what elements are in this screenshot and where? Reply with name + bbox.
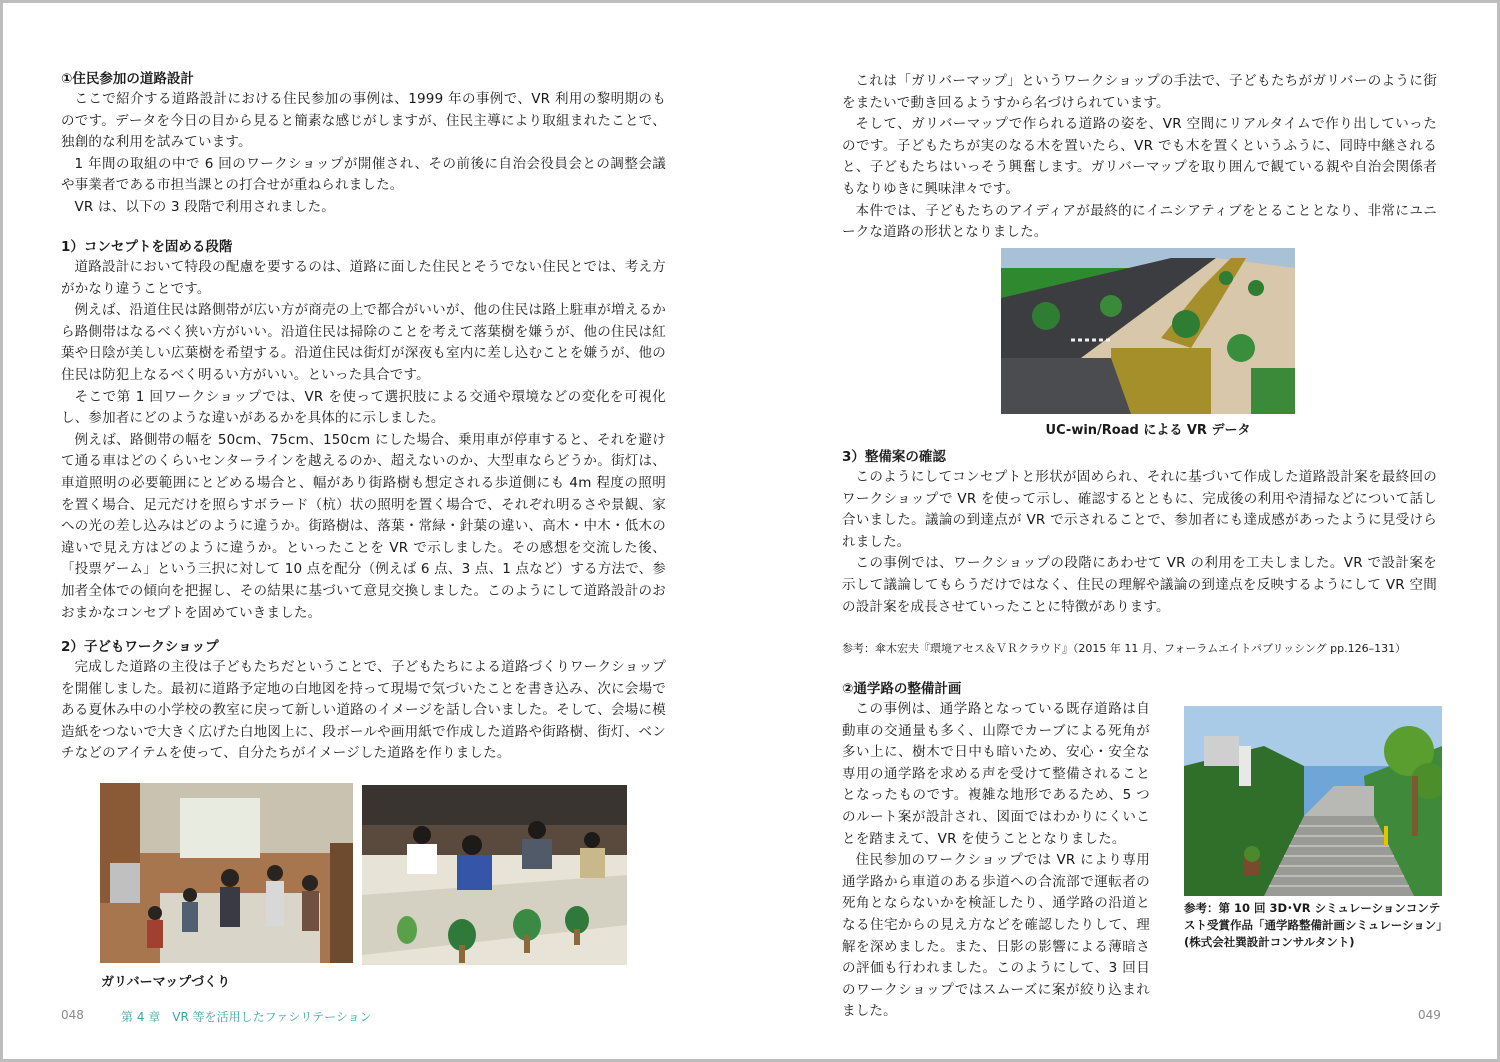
paragraph: 住民参加のワークショップでは VR により専用通学路から車道のある歩道への合流部で運転者の死角とならないかを検証したり、通学路の沿道となる住宅からの見え方などを確認したりして、理解を深めました。また、日影の影響による薄暗さの評価も行われました。このようにして、3 回目のワークショップではスムーズに案が絞り込まれました。 [842, 852, 1150, 1020]
caption-text: ガリバーマップづくり [101, 975, 231, 990]
subsection-plan-confirmation [842, 447, 1437, 618]
workshop-photo-classroom [100, 783, 353, 963]
reference-note [842, 641, 1442, 657]
school-route-vr-image [1184, 706, 1442, 896]
reference-text: 参考：傘木宏夫『環境アセス＆ＶＲクラウド』（2015 年 11 月、フォーラムエイトパブリッシング pp.126–131） [842, 642, 1407, 655]
page-number: 049 [1418, 1008, 1441, 1022]
caption-text: UC-win/Road による VR データ [1045, 423, 1251, 438]
school-route-caption [1184, 900, 1448, 951]
subsection-heading: 1）コンセプトを固める段階 [61, 239, 233, 255]
paragraph: ここで紹介する道路設計における住民参加の事例は、1999 年の事例で、VR 利用の黎明期のものです。データを今日の目から見ると簡素な感じがしますが、住民主導により取組まれたことで、独創的な利用を試みています。 [61, 91, 666, 151]
paragraph: この事例では、ワークショップの段階にあわせて VR の利用を工夫しました。VR で設計案を示して議論してもらうだけではなく、住民の理解や議論の到達点を反映するようにして VR 空間の設計案を成長させていったことに特徴があります。 [842, 555, 1437, 615]
paragraph: 1 年間の取組の中で 6 回のワークショップが開催され、その前後に自治会役員会との調整会議や事業者である市担当課との打合せが重ねられました。 [61, 155, 666, 194]
running-head: 第 4 章 VR 等を活用したファシリテーション [121, 1010, 372, 1024]
section-heading: ①住民参加の道路設計 [61, 71, 194, 87]
subsection-heading: 3）整備案の確認 [842, 449, 946, 465]
book-spread [3, 3, 1497, 1059]
vr-caption [1001, 419, 1295, 438]
paragraph: この事例は、通学路となっている既存道路は自動車の交通量も多く、山際でカーブによる死角が多い上に、樹木で日中も暗いため、安心・安全な専用の通学路を求める声を受けて整備されることとなったものです。複雑な地形であるため、5 つのルート案が設計され、図面ではわかりにくいことを踏まえて、VR を使うこととなりました。 [842, 701, 1150, 847]
paragraph: 本件では、子どもたちのアイディアが最終的にイニシアティブをとることとなり、非常にユニークな道路の形状となりました。 [842, 202, 1437, 241]
paragraph: これは「ガリバーマップ」というワークショップの手法で、子どもたちがガリバーのように街をまたいで動き回るようすから名づけられています。 [842, 73, 1437, 111]
left-page [3, 3, 750, 1059]
paragraph: そして、ガリバーマップで作られる道路の姿を、VR 空間にリアルタイムで作り出していったのです。子どもたちが実のなる木を置いたら、VR でも木を置くというふうに、同時中継されると、子どもたちはいっそう興奮します。ガリバーマップを取り囲んで観ている親や自治会関係者もなりゆきに興味津々です。 [842, 116, 1437, 197]
paragraph: 完成した道路の主役は子どもたちだということで、子どもたちによる道路づくりワークショップを開催しました。最初に道路予定地の白地図を持って現場で気づいたことを書き込み、次に会場である夏休み中の小学校の教室に戻って新しい道路のイメージを話し合いました。そして、会場に模造紙をつないで大きく広げた白地図上に、段ボールや画用紙で作成した道路や街路樹、街灯、ベンチなどのアイテムを使って、自分たちがイメージした道路を作りました。 [61, 659, 666, 762]
caption-text: 参考：第 10 回 3D･VR シミュレーションコンテスト受賞作品「通学路整備計画シミュレーション」 [1184, 901, 1448, 932]
paragraph: 道路設計において特段の配慮を要するのは、道路に面した住民とそうでない住民とでは、考え方がかなり違うことです。 [61, 259, 666, 297]
section-school-route [842, 679, 1150, 1023]
caption-text: (株式会社巽設計コンサルタント) [1184, 935, 1355, 949]
photo-caption [101, 971, 230, 990]
paragraph: 例えば、路側帯の幅を 50cm、75cm、150cm にした場合、乗用車が停車すると、それを避けて通る車はどのくらいセンターラインを越えるのか、超えないのか、大型車ならどうか。街灯は、車道照明の必要範囲にとどめる場合と、幅があり街路樹も想定される歩道側にも 4m 程度の照明を置く場合、足元だけを照らすボラード（杭）状の照明を置く場合で、それぞれ明るさや景観、家への光の差し込みはどのように違うか。街路樹は、落葉・常緑・針葉の違い、高木・中木・低木の違いで見え方はどのように違うか。といったことを VR で示しました。その感想を交流した後、「投票ゲーム」という三択に対して 10 点を配分（例えば 6 点、3 点、1 点など）する方法で、参加者全体での傾向を把握し、その結果に基づいて意見交換しました。このようにして道路設計のおおまかなコンセプトを固めていきました。 [61, 431, 666, 621]
section-road-design [61, 69, 666, 219]
subsection-heading: 2）子どもワークショップ [61, 639, 219, 655]
section-heading: ②通学路の整備計画 [842, 681, 962, 697]
paragraph: VR は、以下の 3 段階で利用されました。 [74, 198, 335, 215]
page-number: 048 [61, 1008, 84, 1022]
vr-road-image [1001, 248, 1295, 414]
subsection-concept [61, 237, 666, 624]
workshop-photo-children [362, 785, 627, 965]
subsection-kids-workshop [61, 637, 666, 765]
gulliver-map-intro [842, 71, 1437, 244]
paragraph: このようにしてコンセプトと形状が固められ、それに基づいて作成した道路設計案を最終回のワークショップで VR を使って示し、確認するとともに、完成後の利用や清掃などについて話し合いました。議論の到達点が VR で示されることで、参加者にも達成感があったように見受けられました。 [842, 469, 1437, 550]
paragraph: 例えば、沿道住民は路側帯が広い方が商売の上で都合がいいが、他の住民は路上駐車が増えるから路側帯はなるべく狭い方がいい。沿道住民は掃除のことを考えて落葉樹を嫌うが、他の住民は紅葉や日陰が美しい広葉樹を希望する。沿道住民は街灯が深夜も室内に差し込むことを嫌うが、他の住民は防犯上なるべく明るい方がいい。といった具合です。 [61, 302, 666, 383]
paragraph: そこで第 1 回ワークショップでは、VR を使って選択肢による交通や環境などの変化を可視化し、参加者にどのような違いがあるかを具体的に示しました。 [61, 388, 666, 427]
right-page [750, 3, 1497, 1059]
